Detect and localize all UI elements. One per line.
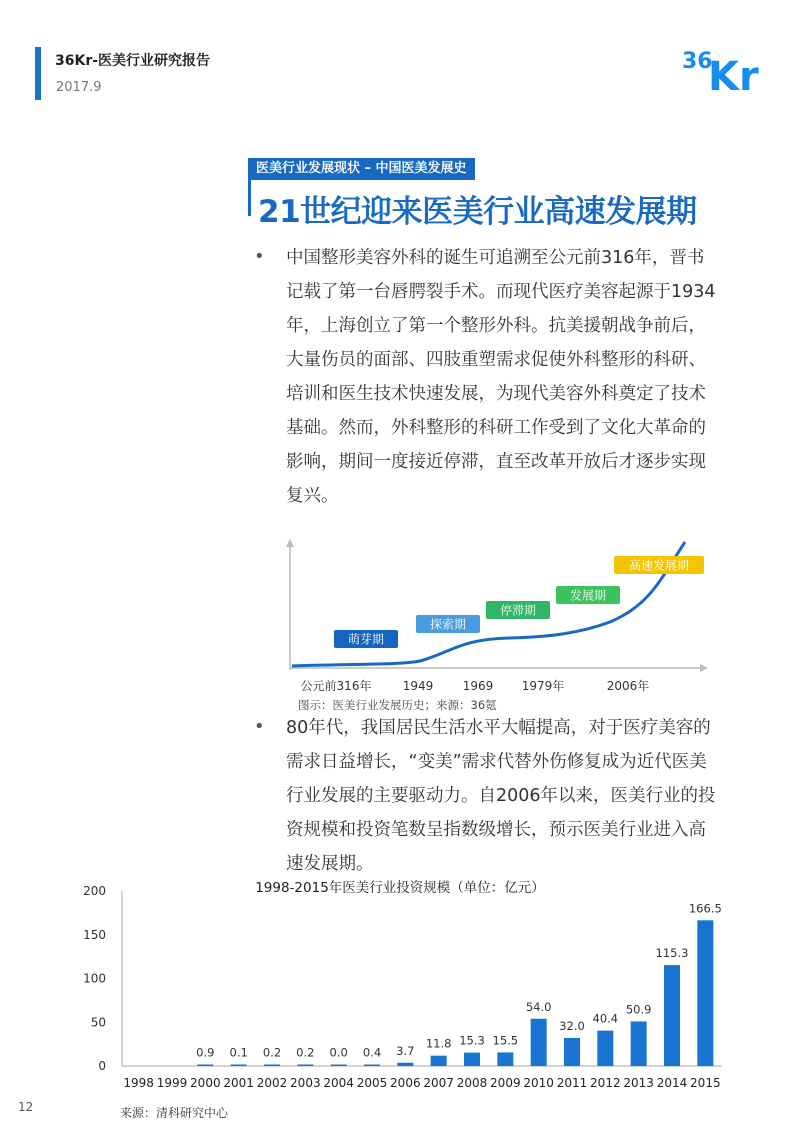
x-tick-label-2011: 2011 (556, 1076, 588, 1090)
x-tick-label-1999: 1999 (156, 1076, 188, 1090)
timeline-diagram (280, 535, 710, 695)
x-tick-label-2007: 2007 (423, 1076, 454, 1090)
bar-2004 (331, 1065, 347, 1067)
y-tick-label-0: 0 (98, 1059, 106, 1073)
bar-2008 (464, 1053, 480, 1066)
bar-2009 (497, 1052, 513, 1066)
bar-2002 (264, 1065, 280, 1067)
bullet-1: • (254, 246, 265, 267)
x-tick-label-2014: 2014 (656, 1076, 688, 1090)
header-accent-bar (35, 47, 41, 100)
bar-2007 (431, 1056, 447, 1066)
x-tick-label-2010: 2010 (523, 1076, 554, 1090)
paragraph-history: 中国整形美容外科的诞生可追溯至公元前316年，晋书记载了第一台唇腭裂手术。而现代医疗美容起源于1934年，上海创立了第一个整形外科。抗美援朝战争前后，大量伤员的面部、四肢重塑需求促使外科整形的科研、培训和医生技术快速发展，为现代美容外科奠定了技术基础。然而，外科整形的科研工作受到了文化大革命的影响，期间一度接近停滞，直至改革开放后才逐步实现复兴。 (286, 248, 716, 506)
stage-label-4: 高速发展期 (628, 558, 690, 573)
paragraph-growth: 80年代，我国居民生活水平大幅提高，对于医疗美容的需求日益增长，“变美”需求代替外伤修复成为近代医美行业发展的主要驱动力。自2006年以来，医美行业的投资规模和投资笔数呈指数级增长，预示医美行业进入高速发展期。 (286, 718, 716, 874)
stage-label-0: 萌芽期 (347, 632, 385, 647)
chart-source: 来源：清科研究中心 (120, 1106, 229, 1120)
x-tick-label-2000: 2000 (190, 1076, 221, 1090)
x-tick-label-2001: 2001 (223, 1076, 254, 1090)
x-tick-label-1998: 1998 (123, 1076, 154, 1090)
bar-2014 (664, 965, 680, 1066)
logo-36-text: 36 (682, 49, 713, 74)
bar-value-2015: 166.5 (688, 901, 722, 916)
x-tick-label-2015: 2015 (690, 1076, 721, 1090)
x-tick-label-2013: 2013 (623, 1076, 654, 1090)
chart-title: 1998-2015年医美行业投资规模（单位：亿元） (255, 880, 545, 896)
logo-36kr (678, 42, 768, 94)
y-tick-label-2: 100 (83, 971, 106, 986)
timeline-axis-label-2: 1969 (462, 679, 494, 693)
timeline-axis-label-1: 1949 (402, 679, 434, 693)
x-tick-label-2012: 2012 (590, 1076, 621, 1090)
bar-value-2009: 15.5 (492, 1033, 519, 1048)
bar-2015 (697, 920, 713, 1066)
bar-value-2004: 0.0 (329, 1045, 348, 1060)
bar-value-2007: 11.8 (425, 1036, 452, 1051)
bar-value-2008: 15.3 (459, 1033, 485, 1048)
section-rule (248, 180, 251, 216)
bar-value-2001: 0.1 (229, 1045, 248, 1060)
bar-value-2014: 115.3 (655, 946, 689, 961)
bar-value-2006: 3.7 (396, 1043, 415, 1058)
y-tick-label-4: 200 (83, 884, 106, 898)
timeline-caption: 图示：医美行业发展历史；来源：36氪 (298, 698, 497, 712)
bar-2010 (531, 1019, 547, 1066)
logo-kr-text: Kr (708, 54, 759, 94)
bar-value-2002: 0.2 (262, 1045, 282, 1060)
x-tick-label-2002: 2002 (256, 1076, 288, 1090)
page-number: 12 (18, 1100, 34, 1114)
timeline-axis-label-0: 公元前316年 (300, 679, 372, 693)
page-title: 21世纪迎来医美行业高速发展期 (258, 194, 697, 230)
bar-value-2010: 54.0 (525, 999, 552, 1014)
stage-label-1: 探索期 (429, 617, 467, 632)
bar-value-2003: 0.2 (296, 1045, 315, 1060)
bullet-2: • (254, 716, 265, 737)
timeline-x-arrow (700, 664, 708, 672)
bar-2012 (597, 1031, 613, 1066)
report-date: 2017.9 (56, 80, 102, 95)
bar-2000 (197, 1065, 213, 1067)
timeline-axis-label-4: 2006年 (606, 679, 650, 693)
bar-value-2013: 50.9 (625, 1002, 652, 1017)
timeline-y-arrow (286, 539, 294, 547)
bar-value-2012: 40.4 (592, 1011, 619, 1026)
y-tick-label-1: 50 (90, 1015, 106, 1030)
x-tick-label-2006: 2006 (390, 1076, 421, 1090)
bar-value-2000: 0.9 (196, 1045, 215, 1060)
x-tick-label-2003: 2003 (290, 1076, 321, 1090)
x-tick-label-2008: 2008 (456, 1076, 488, 1090)
x-tick-label-2004: 2004 (323, 1076, 354, 1090)
y-tick-label-3: 150 (83, 927, 106, 942)
stage-label-3: 发展期 (569, 588, 607, 603)
x-tick-label-2009: 2009 (490, 1076, 521, 1090)
stage-label-2: 停滞期 (499, 603, 537, 618)
x-tick-label-2005: 2005 (356, 1076, 388, 1090)
bar-value-2011: 32.0 (559, 1019, 585, 1033)
bar-value-2005: 0.4 (362, 1045, 382, 1060)
investment-bar-chart (70, 876, 730, 1098)
bar-2005 (364, 1065, 380, 1067)
timeline-axis-label-3: 1979年 (521, 679, 565, 693)
report-title: 36Kr-医美行业研究报告 (55, 53, 211, 69)
bar-2013 (631, 1021, 647, 1066)
bar-2003 (297, 1065, 313, 1067)
bar-2001 (231, 1065, 247, 1067)
bar-2011 (564, 1038, 580, 1066)
bar-2006 (397, 1063, 413, 1066)
section-label: 医美行业发展现状 – 中国医美发展史 (248, 158, 475, 180)
